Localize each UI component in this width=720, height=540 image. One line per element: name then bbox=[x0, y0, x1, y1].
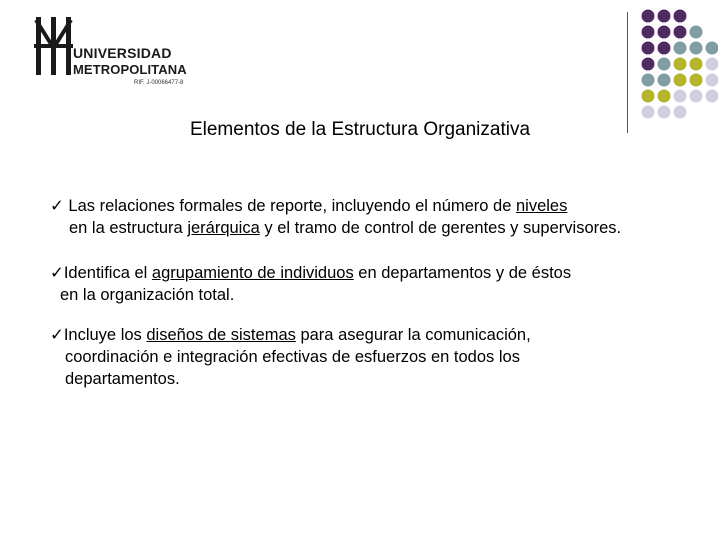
dot bbox=[690, 90, 703, 103]
bullet-continuation: departamentos. bbox=[65, 370, 180, 388]
dot bbox=[642, 74, 655, 87]
bullet-text: Identifica el bbox=[63, 264, 152, 282]
underlined-term: agrupamiento de individuos bbox=[151, 264, 354, 282]
bullet-continuation bbox=[50, 217, 621, 239]
logo-text-metropolitana: METROPOLITANA bbox=[73, 62, 187, 77]
dot bbox=[658, 106, 671, 119]
logo-text-universidad: UNIVERSIDAD bbox=[73, 45, 172, 61]
dot bbox=[706, 74, 719, 87]
dot bbox=[674, 26, 687, 39]
dot bbox=[658, 10, 671, 23]
dot bbox=[674, 10, 687, 23]
header-divider bbox=[627, 12, 628, 133]
bullet-text: Las relaciones formales de reporte, incluyendo el número de bbox=[63, 197, 516, 215]
dot bbox=[642, 58, 655, 71]
dot bbox=[674, 106, 687, 119]
dot bbox=[690, 58, 703, 71]
decorative-dot-grid bbox=[640, 8, 718, 120]
dot bbox=[642, 26, 655, 39]
dot bbox=[706, 90, 719, 103]
bullet-text: para asegurar la comunicación, bbox=[295, 326, 531, 344]
bullet-text: en la estructura bbox=[69, 219, 188, 237]
dot bbox=[690, 26, 703, 39]
bullet-text: en departamentos y de éstos bbox=[353, 264, 572, 282]
bullet-item bbox=[50, 262, 571, 306]
logo-emblem-icon bbox=[34, 14, 74, 78]
bullet-text: Incluye los bbox=[63, 326, 147, 344]
dot bbox=[658, 74, 671, 87]
bullet-continuation: coordinación e integración efectivas de esfuerzos en todos los bbox=[65, 348, 520, 366]
checkmark-icon: ✓ bbox=[50, 197, 64, 215]
dot bbox=[706, 42, 719, 55]
underlined-term: jerárquica bbox=[187, 219, 260, 237]
dot bbox=[642, 10, 655, 23]
dot bbox=[674, 58, 687, 71]
dot bbox=[642, 42, 655, 55]
dot bbox=[690, 74, 703, 87]
bullet-text: y el tramo de control de gerentes y supervisores. bbox=[259, 219, 622, 237]
checkmark-icon: ✓ bbox=[50, 264, 64, 282]
dot bbox=[658, 42, 671, 55]
dot bbox=[642, 106, 655, 119]
dot bbox=[690, 42, 703, 55]
dot bbox=[674, 90, 687, 103]
dot bbox=[674, 74, 687, 87]
underlined-term: niveles bbox=[516, 197, 568, 215]
slide-title-text: Elementos de la Estructura Organizativa bbox=[189, 119, 531, 140]
logo-rif-text: RIF. J-00066477-8 bbox=[134, 80, 184, 86]
dot bbox=[658, 58, 671, 71]
bullet-item bbox=[50, 324, 531, 390]
dot bbox=[658, 90, 671, 103]
underlined-term: diseños de sistemas bbox=[146, 326, 296, 344]
bullet-item bbox=[50, 195, 621, 239]
dot bbox=[658, 26, 671, 39]
dot bbox=[706, 58, 719, 71]
dot bbox=[674, 42, 687, 55]
checkmark-icon: ✓ bbox=[50, 326, 64, 344]
bullet-continuation: en la organización total. bbox=[60, 286, 235, 304]
dot bbox=[642, 90, 655, 103]
slide-title bbox=[0, 119, 720, 141]
